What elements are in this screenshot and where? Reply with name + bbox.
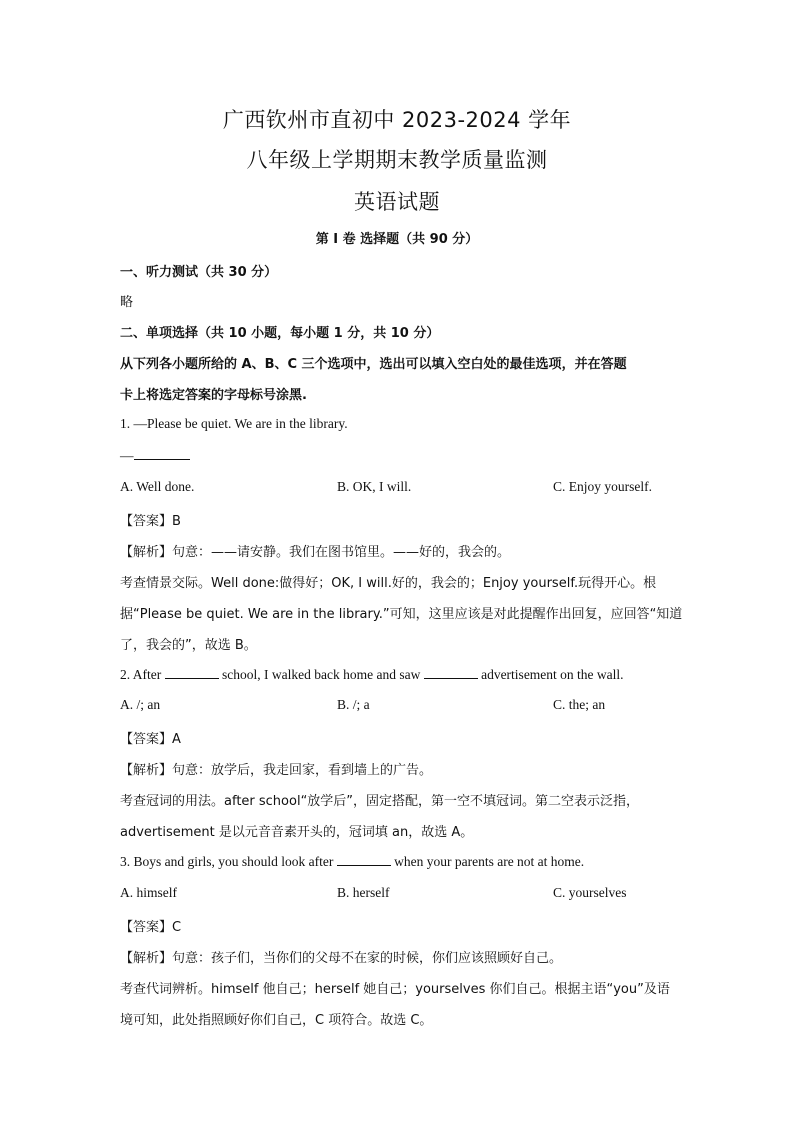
question-2-answer: 【答案】A — [120, 732, 181, 747]
answer-blank — [337, 853, 391, 866]
question-3-analysis: 【解析】句意：孩子们，当你们的父母不在家的时候，你们应该照顾好自己。 — [120, 951, 563, 966]
question-2-option-b: B. /; a — [337, 697, 370, 712]
answer-blank — [165, 666, 219, 679]
question-1-option-b: B. OK, I will. — [337, 479, 412, 494]
section2-instruction: 从下列各小题所给的 A、B、C 三个选项中，选出可以填入空白处的最佳选项，并在答题 — [120, 357, 627, 372]
stem-part: school, I walked back home and saw — [222, 667, 421, 682]
question-3-option-a: A. himself — [120, 885, 177, 900]
question-2-option-c: C. the; an — [553, 697, 606, 712]
question-1-analysis: 考查情景交际。Well done:做得好；OK, I will.好的，我会的；Enjoy yourself.玩得开心。根 — [120, 576, 657, 591]
question-2-analysis: advertisement 是以元音音素开头的，冠词填 an，故选 A。 — [120, 825, 474, 840]
question-1-analysis: 了，我会的”，故选 B。 — [120, 638, 257, 653]
section2-heading: 二、单项选择（共 10 小题，每小题 1 分，共 10 分） — [120, 326, 440, 341]
question-1-analysis: 据“Please be quiet. We are in the library.”可知，这里应该是对此提醒作出回复，应回答“知道 — [120, 607, 683, 622]
question-2-option-a: A. /; an — [120, 697, 161, 712]
exam-title-line1: 广西钦州市直初中 2023-2024 学年 — [222, 108, 572, 132]
question-3-analysis: 考查代词辨析。himself 他自己；herself 她自己；yourselves 你们自己。根据主语“you”及语 — [120, 982, 670, 997]
question-1-option-c: C. Enjoy yourself. — [553, 479, 652, 494]
stem-part: when your parents are not at home. — [394, 854, 585, 869]
answer-blank — [134, 447, 190, 460]
answer-blank — [424, 666, 478, 679]
question-1-option-a: A. Well done. — [120, 479, 195, 494]
question-3-stem — [120, 853, 680, 870]
question-2-stem — [120, 666, 680, 683]
question-2-analysis: 考查冠词的用法。after school“放学后”，固定搭配，第一空不填冠词。第二空表示泛指， — [120, 794, 640, 809]
exam-title-line2: 八年级上学期期末教学质量监测 — [246, 148, 548, 172]
question-1-stem: 1. —Please be quiet. We are in the library. — [120, 416, 348, 431]
question-2-analysis: 【解析】句意：放学后，我走回家，看到墙上的广告。 — [120, 763, 433, 778]
stem-part: 3. Boys and girls, you should look after — [120, 854, 334, 869]
section1-note: 略 — [120, 295, 134, 310]
question-3-analysis: 境可知，此处指照顾好你们自己，C 项符合。故选 C。 — [120, 1013, 433, 1028]
section2-instruction-cont: 卡上将选定答案的字母标号涂黑. — [120, 388, 307, 403]
question-3-option-c: C. yourselves — [553, 885, 627, 900]
question-1-response — [120, 447, 680, 464]
part-label: 第 I 卷 选择题（共 90 分） — [315, 232, 479, 247]
question-3-answer: 【答案】C — [120, 920, 182, 935]
dash: — — [120, 448, 134, 463]
question-1-analysis: 【解析】句意：——请安静。我们在图书馆里。——好的，我会的。 — [120, 545, 511, 560]
exam-title-line3: 英语试题 — [354, 190, 440, 214]
question-3-option-b: B. herself — [337, 885, 390, 900]
section1-heading: 一、听力测试（共 30 分） — [120, 265, 278, 280]
question-1-answer: 【答案】B — [120, 514, 181, 529]
stem-part: 2. After — [120, 667, 162, 682]
stem-part: advertisement on the wall. — [481, 667, 624, 682]
